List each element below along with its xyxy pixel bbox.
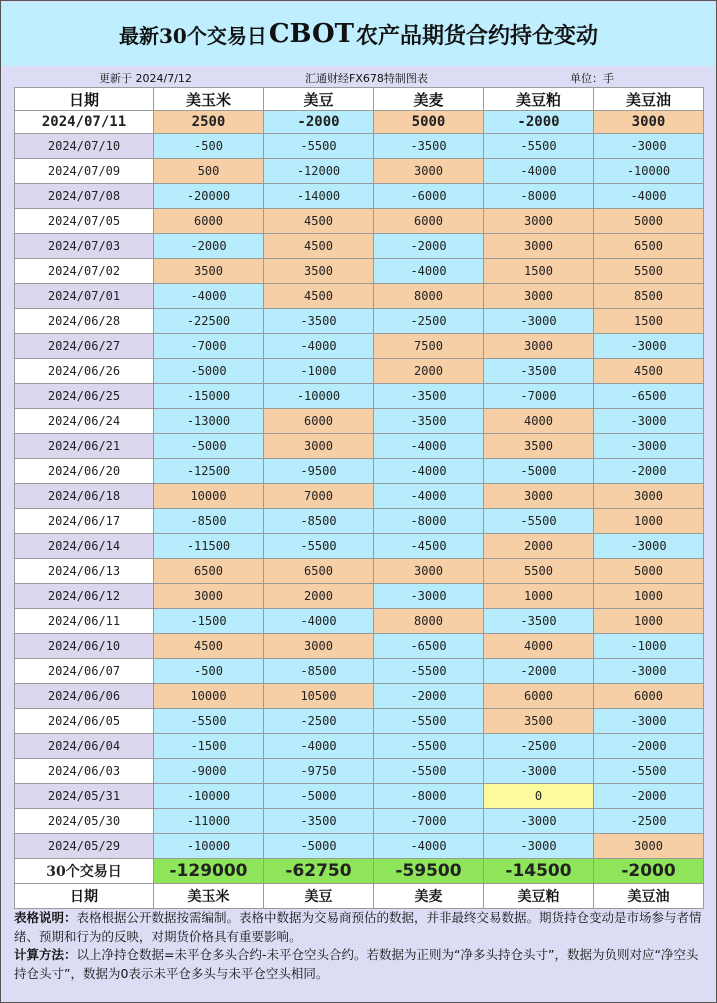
soyoil-value-cell: 5000	[594, 559, 704, 584]
date-cell: 2024/07/03	[15, 234, 154, 259]
wheat-value-cell: -3500	[374, 134, 484, 159]
corn-value-cell: 6000	[154, 209, 264, 234]
date-cell: 2024/06/03	[15, 759, 154, 784]
soymeal-value-cell: -8000	[484, 184, 594, 209]
date-cell: 2024/06/20	[15, 459, 154, 484]
soyoil-value-cell: -6500	[594, 384, 704, 409]
table-row	[15, 609, 704, 634]
soymeal-value-cell: 5500	[484, 559, 594, 584]
wheat-value-cell: -3000	[374, 584, 484, 609]
date-cell: 2024/06/11	[15, 609, 154, 634]
corn-value-cell: -20000	[154, 184, 264, 209]
soyoil-value-cell: 3000	[594, 484, 704, 509]
soybean-value-cell: 6000	[264, 409, 374, 434]
corn-value-cell: 10000	[154, 484, 264, 509]
col-header-date: 日期	[15, 88, 154, 111]
soyoil-value-cell: -2000	[594, 459, 704, 484]
wheat-value-cell: 3000	[374, 559, 484, 584]
table-row	[15, 184, 704, 209]
table-row	[15, 459, 704, 484]
soymeal-value-cell: -2000	[484, 111, 594, 134]
soyoil-value-cell: -2500	[594, 809, 704, 834]
date-cell: 2024/06/26	[15, 359, 154, 384]
wheat-value-cell: -3500	[374, 384, 484, 409]
soymeal-value-cell: -3000	[484, 759, 594, 784]
footer-header-soybean: 美豆	[264, 884, 374, 909]
soybean-value-cell: -4000	[264, 609, 374, 634]
corn-value-cell: -12500	[154, 459, 264, 484]
soyoil-value-cell: -1000	[594, 634, 704, 659]
note-text-2: 以上净持仓数据=未平仓多头合约-未平仓空头合约。若数据为正则为“净多头持仓头寸”，数据为负则对应“净空头持仓头寸”，数据为0表示未平仓多头与未平仓空头相同。	[14, 947, 699, 981]
col-header-soybean: 美豆	[264, 88, 374, 111]
corn-value-cell: 2500	[154, 111, 264, 134]
table-row	[15, 659, 704, 684]
soymeal-value-cell: 6000	[484, 684, 594, 709]
soyoil-value-cell: 3000	[594, 111, 704, 134]
wheat-value-cell: -2000	[374, 684, 484, 709]
wheat-value-cell: -8000	[374, 784, 484, 809]
unit-label: 单位：手	[570, 72, 614, 85]
note-text-1: 表格根据公开数据按需编制。表格中数据为交易商预估的数据，并非最终交易数据。期货持仓变动是市场参与者情绪、预期和行为的反映，对期货价格具有重要影响。	[14, 910, 702, 944]
soymeal-value-cell: 1500	[484, 259, 594, 284]
soybean-value-cell: -3500	[264, 309, 374, 334]
title-part-2: CBOT	[268, 19, 354, 49]
soymeal-value-cell: 4000	[484, 634, 594, 659]
table-row	[15, 284, 704, 309]
footer-header-date: 日期	[15, 884, 154, 909]
date-cell: 2024/05/30	[15, 809, 154, 834]
corn-value-cell: -10000	[154, 834, 264, 859]
wheat-value-cell: -8000	[374, 509, 484, 534]
date-cell: 2024/07/05	[15, 209, 154, 234]
date-cell: 2024/06/24	[15, 409, 154, 434]
soyoil-value-cell: -3000	[594, 709, 704, 734]
corn-value-cell: -7000	[154, 334, 264, 359]
table-row	[15, 359, 704, 384]
soybean-value-cell: -5000	[264, 784, 374, 809]
soyoil-value-cell: 1000	[594, 609, 704, 634]
corn-value-cell: -15000	[154, 384, 264, 409]
soyoil-value-cell: 5000	[594, 209, 704, 234]
soymeal-value-cell: -3000	[484, 834, 594, 859]
soybean-value-cell: -10000	[264, 384, 374, 409]
soybean-value-cell: -2000	[264, 111, 374, 134]
table-row	[15, 734, 704, 759]
date-cell: 2024/06/21	[15, 434, 154, 459]
total-row	[15, 859, 704, 884]
corn-value-cell: -5000	[154, 434, 264, 459]
soymeal-value-cell: 3000	[484, 484, 594, 509]
date-cell: 2024/06/04	[15, 734, 154, 759]
corn-value-cell: 3500	[154, 259, 264, 284]
notes-section	[14, 909, 704, 983]
wheat-value-cell: -4000	[374, 484, 484, 509]
corn-value-cell: -9000	[154, 759, 264, 784]
corn-value-cell: -5000	[154, 359, 264, 384]
total-label: 30个交易日	[15, 859, 154, 884]
corn-value-cell: 500	[154, 159, 264, 184]
soyoil-value-cell: 8500	[594, 284, 704, 309]
corn-value-cell: -1500	[154, 734, 264, 759]
soymeal-value-cell: -3500	[484, 359, 594, 384]
soyoil-value-cell: -3000	[594, 334, 704, 359]
corn-total-cell: -129000	[154, 859, 264, 884]
corn-value-cell: -5500	[154, 709, 264, 734]
soybean-value-cell: 4500	[264, 284, 374, 309]
corn-value-cell: -4000	[154, 284, 264, 309]
wheat-value-cell: 8000	[374, 284, 484, 309]
date-cell: 2024/06/27	[15, 334, 154, 359]
footer-header-wheat: 美麦	[374, 884, 484, 909]
soymeal-total-cell: -14500	[484, 859, 594, 884]
soybean-value-cell: -3500	[264, 809, 374, 834]
footer-header-soyoil: 美豆油	[594, 884, 704, 909]
wheat-value-cell: -7000	[374, 809, 484, 834]
date-cell: 2024/06/18	[15, 484, 154, 509]
table-row	[15, 634, 704, 659]
wheat-value-cell: 8000	[374, 609, 484, 634]
wheat-value-cell: -4000	[374, 259, 484, 284]
wheat-value-cell: -2000	[374, 234, 484, 259]
soymeal-value-cell: 3500	[484, 709, 594, 734]
table-row	[15, 809, 704, 834]
soybean-value-cell: -8500	[264, 509, 374, 534]
soybean-value-cell: 3500	[264, 259, 374, 284]
corn-value-cell: -13000	[154, 409, 264, 434]
soyoil-value-cell: 1000	[594, 584, 704, 609]
wheat-value-cell: -6000	[374, 184, 484, 209]
table-row	[15, 834, 704, 859]
date-cell: 2024/05/31	[15, 784, 154, 809]
corn-value-cell: -2000	[154, 234, 264, 259]
table-row	[15, 759, 704, 784]
corn-value-cell: -500	[154, 659, 264, 684]
soybean-value-cell: -5500	[264, 534, 374, 559]
corn-value-cell: 4500	[154, 634, 264, 659]
soybean-value-cell: -9500	[264, 459, 374, 484]
wheat-value-cell: 5000	[374, 111, 484, 134]
soymeal-value-cell: 2000	[484, 534, 594, 559]
wheat-value-cell: -4000	[374, 834, 484, 859]
soybean-value-cell: 4500	[264, 234, 374, 259]
soybean-value-cell: 7000	[264, 484, 374, 509]
soyoil-value-cell: -2000	[594, 784, 704, 809]
wheat-value-cell: -2500	[374, 309, 484, 334]
wheat-value-cell: -5500	[374, 759, 484, 784]
soymeal-value-cell: -4000	[484, 159, 594, 184]
table-row	[15, 334, 704, 359]
soyoil-value-cell: -4000	[594, 184, 704, 209]
col-header-wheat: 美麦	[374, 88, 484, 111]
soymeal-value-cell: -5500	[484, 134, 594, 159]
footer-header-soymeal: 美豆粕	[484, 884, 594, 909]
soybean-value-cell: -14000	[264, 184, 374, 209]
table-row	[15, 709, 704, 734]
date-cell: 2024/06/06	[15, 684, 154, 709]
soymeal-value-cell: -7000	[484, 384, 594, 409]
corn-value-cell: 6500	[154, 559, 264, 584]
soyoil-total-cell: -2000	[594, 859, 704, 884]
corn-value-cell: -1500	[154, 609, 264, 634]
soybean-value-cell: 3000	[264, 434, 374, 459]
date-cell: 2024/07/08	[15, 184, 154, 209]
soybean-value-cell: -4000	[264, 734, 374, 759]
soymeal-value-cell: 4000	[484, 409, 594, 434]
soybean-value-cell: -5000	[264, 834, 374, 859]
corn-value-cell: -10000	[154, 784, 264, 809]
soymeal-value-cell: -3000	[484, 809, 594, 834]
soybean-value-cell: -8500	[264, 659, 374, 684]
soyoil-value-cell: 6000	[594, 684, 704, 709]
table-row	[15, 409, 704, 434]
wheat-value-cell: 7500	[374, 334, 484, 359]
soybean-value-cell: 6500	[264, 559, 374, 584]
wheat-value-cell: 6000	[374, 209, 484, 234]
soybean-value-cell: -12000	[264, 159, 374, 184]
table-row	[15, 259, 704, 284]
title-part-1: 最新30个交易日	[118, 23, 267, 48]
soyoil-value-cell: 4500	[594, 359, 704, 384]
corn-value-cell: 3000	[154, 584, 264, 609]
table-row	[15, 509, 704, 534]
updated-label: 更新于 2024/7/12	[99, 72, 192, 85]
table-row	[15, 209, 704, 234]
wheat-value-cell: -4000	[374, 434, 484, 459]
soyoil-value-cell: -3000	[594, 434, 704, 459]
soybean-value-cell: -5500	[264, 134, 374, 159]
footer-header-row	[15, 884, 704, 909]
date-cell: 2024/06/05	[15, 709, 154, 734]
date-cell: 2024/07/11	[15, 111, 154, 134]
table-row	[15, 309, 704, 334]
date-cell: 2024/07/02	[15, 259, 154, 284]
wheat-value-cell: -6500	[374, 634, 484, 659]
soymeal-value-cell: 0	[484, 784, 594, 809]
soybean-value-cell: 3000	[264, 634, 374, 659]
date-cell: 2024/05/29	[15, 834, 154, 859]
soyoil-value-cell: -3000	[594, 134, 704, 159]
wheat-total-cell: -59500	[374, 859, 484, 884]
date-cell: 2024/06/14	[15, 534, 154, 559]
subheader	[2, 68, 715, 86]
soymeal-value-cell: -2000	[484, 659, 594, 684]
soymeal-value-cell: 3000	[484, 284, 594, 309]
footer-header-corn: 美玉米	[154, 884, 264, 909]
soyoil-value-cell: -3000	[594, 409, 704, 434]
table-row	[15, 559, 704, 584]
soymeal-value-cell: 3000	[484, 234, 594, 259]
soymeal-value-cell: -2500	[484, 734, 594, 759]
page-title	[2, 2, 715, 66]
soyoil-value-cell: -5500	[594, 759, 704, 784]
table-row	[15, 684, 704, 709]
note-label-1: 表格说明：	[14, 910, 77, 925]
soyoil-value-cell: 1000	[594, 509, 704, 534]
soyoil-value-cell: 3000	[594, 834, 704, 859]
wheat-value-cell: -3500	[374, 409, 484, 434]
wheat-value-cell: -4500	[374, 534, 484, 559]
date-cell: 2024/06/17	[15, 509, 154, 534]
title-part-3: 农产品期货合约持仓变动	[355, 22, 598, 49]
date-cell: 2024/07/10	[15, 134, 154, 159]
corn-value-cell: -11500	[154, 534, 264, 559]
wheat-value-cell: -4000	[374, 459, 484, 484]
soybean-value-cell: 4500	[264, 209, 374, 234]
date-cell: 2024/07/09	[15, 159, 154, 184]
soymeal-value-cell: -5500	[484, 509, 594, 534]
wheat-value-cell: 2000	[374, 359, 484, 384]
soyoil-value-cell: 6500	[594, 234, 704, 259]
calc-note	[14, 946, 704, 983]
soymeal-value-cell: 3000	[484, 334, 594, 359]
soymeal-value-cell: 1000	[484, 584, 594, 609]
table-row	[15, 234, 704, 259]
table-note	[14, 909, 704, 946]
soyoil-value-cell: -2000	[594, 734, 704, 759]
date-cell: 2024/06/13	[15, 559, 154, 584]
soybean-value-cell: -1000	[264, 359, 374, 384]
col-header-soymeal: 美豆粕	[484, 88, 594, 111]
soybean-value-cell: -9750	[264, 759, 374, 784]
soymeal-value-cell: -3000	[484, 309, 594, 334]
table-row	[15, 584, 704, 609]
soyoil-value-cell: 5500	[594, 259, 704, 284]
corn-value-cell: 10000	[154, 684, 264, 709]
corn-value-cell: -500	[154, 134, 264, 159]
note-label-2: 计算方法：	[14, 947, 77, 962]
soyoil-value-cell: 1500	[594, 309, 704, 334]
table-row	[15, 484, 704, 509]
date-cell: 2024/06/07	[15, 659, 154, 684]
source-label: 汇通财经FX678特制图表	[305, 72, 428, 85]
soyoil-value-cell: -3000	[594, 534, 704, 559]
header-row	[15, 88, 704, 111]
corn-value-cell: -8500	[154, 509, 264, 534]
table-row	[15, 434, 704, 459]
table-row	[15, 134, 704, 159]
date-cell: 2024/06/10	[15, 634, 154, 659]
soymeal-value-cell: 3500	[484, 434, 594, 459]
col-header-corn: 美玉米	[154, 88, 264, 111]
soybean-value-cell: 10500	[264, 684, 374, 709]
wheat-value-cell: -5500	[374, 734, 484, 759]
date-cell: 2024/07/01	[15, 284, 154, 309]
wheat-value-cell: -5500	[374, 709, 484, 734]
table-row	[15, 159, 704, 184]
position-table	[14, 87, 704, 909]
soymeal-value-cell: -5000	[484, 459, 594, 484]
table-row	[15, 784, 704, 809]
corn-value-cell: -22500	[154, 309, 264, 334]
wheat-value-cell: 3000	[374, 159, 484, 184]
soybean-value-cell: 2000	[264, 584, 374, 609]
table-row	[15, 111, 704, 134]
soybean-total-cell: -62750	[264, 859, 374, 884]
col-header-soyoil: 美豆油	[594, 88, 704, 111]
table-row	[15, 534, 704, 559]
date-cell: 2024/06/12	[15, 584, 154, 609]
wheat-value-cell: -5500	[374, 659, 484, 684]
soybean-value-cell: -4000	[264, 334, 374, 359]
soybean-value-cell: -2500	[264, 709, 374, 734]
soyoil-value-cell: -3000	[594, 659, 704, 684]
date-cell: 2024/06/25	[15, 384, 154, 409]
soymeal-value-cell: -3500	[484, 609, 594, 634]
soymeal-value-cell: 3000	[484, 209, 594, 234]
soyoil-value-cell: -10000	[594, 159, 704, 184]
date-cell: 2024/06/28	[15, 309, 154, 334]
corn-value-cell: -11000	[154, 809, 264, 834]
table-row	[15, 384, 704, 409]
